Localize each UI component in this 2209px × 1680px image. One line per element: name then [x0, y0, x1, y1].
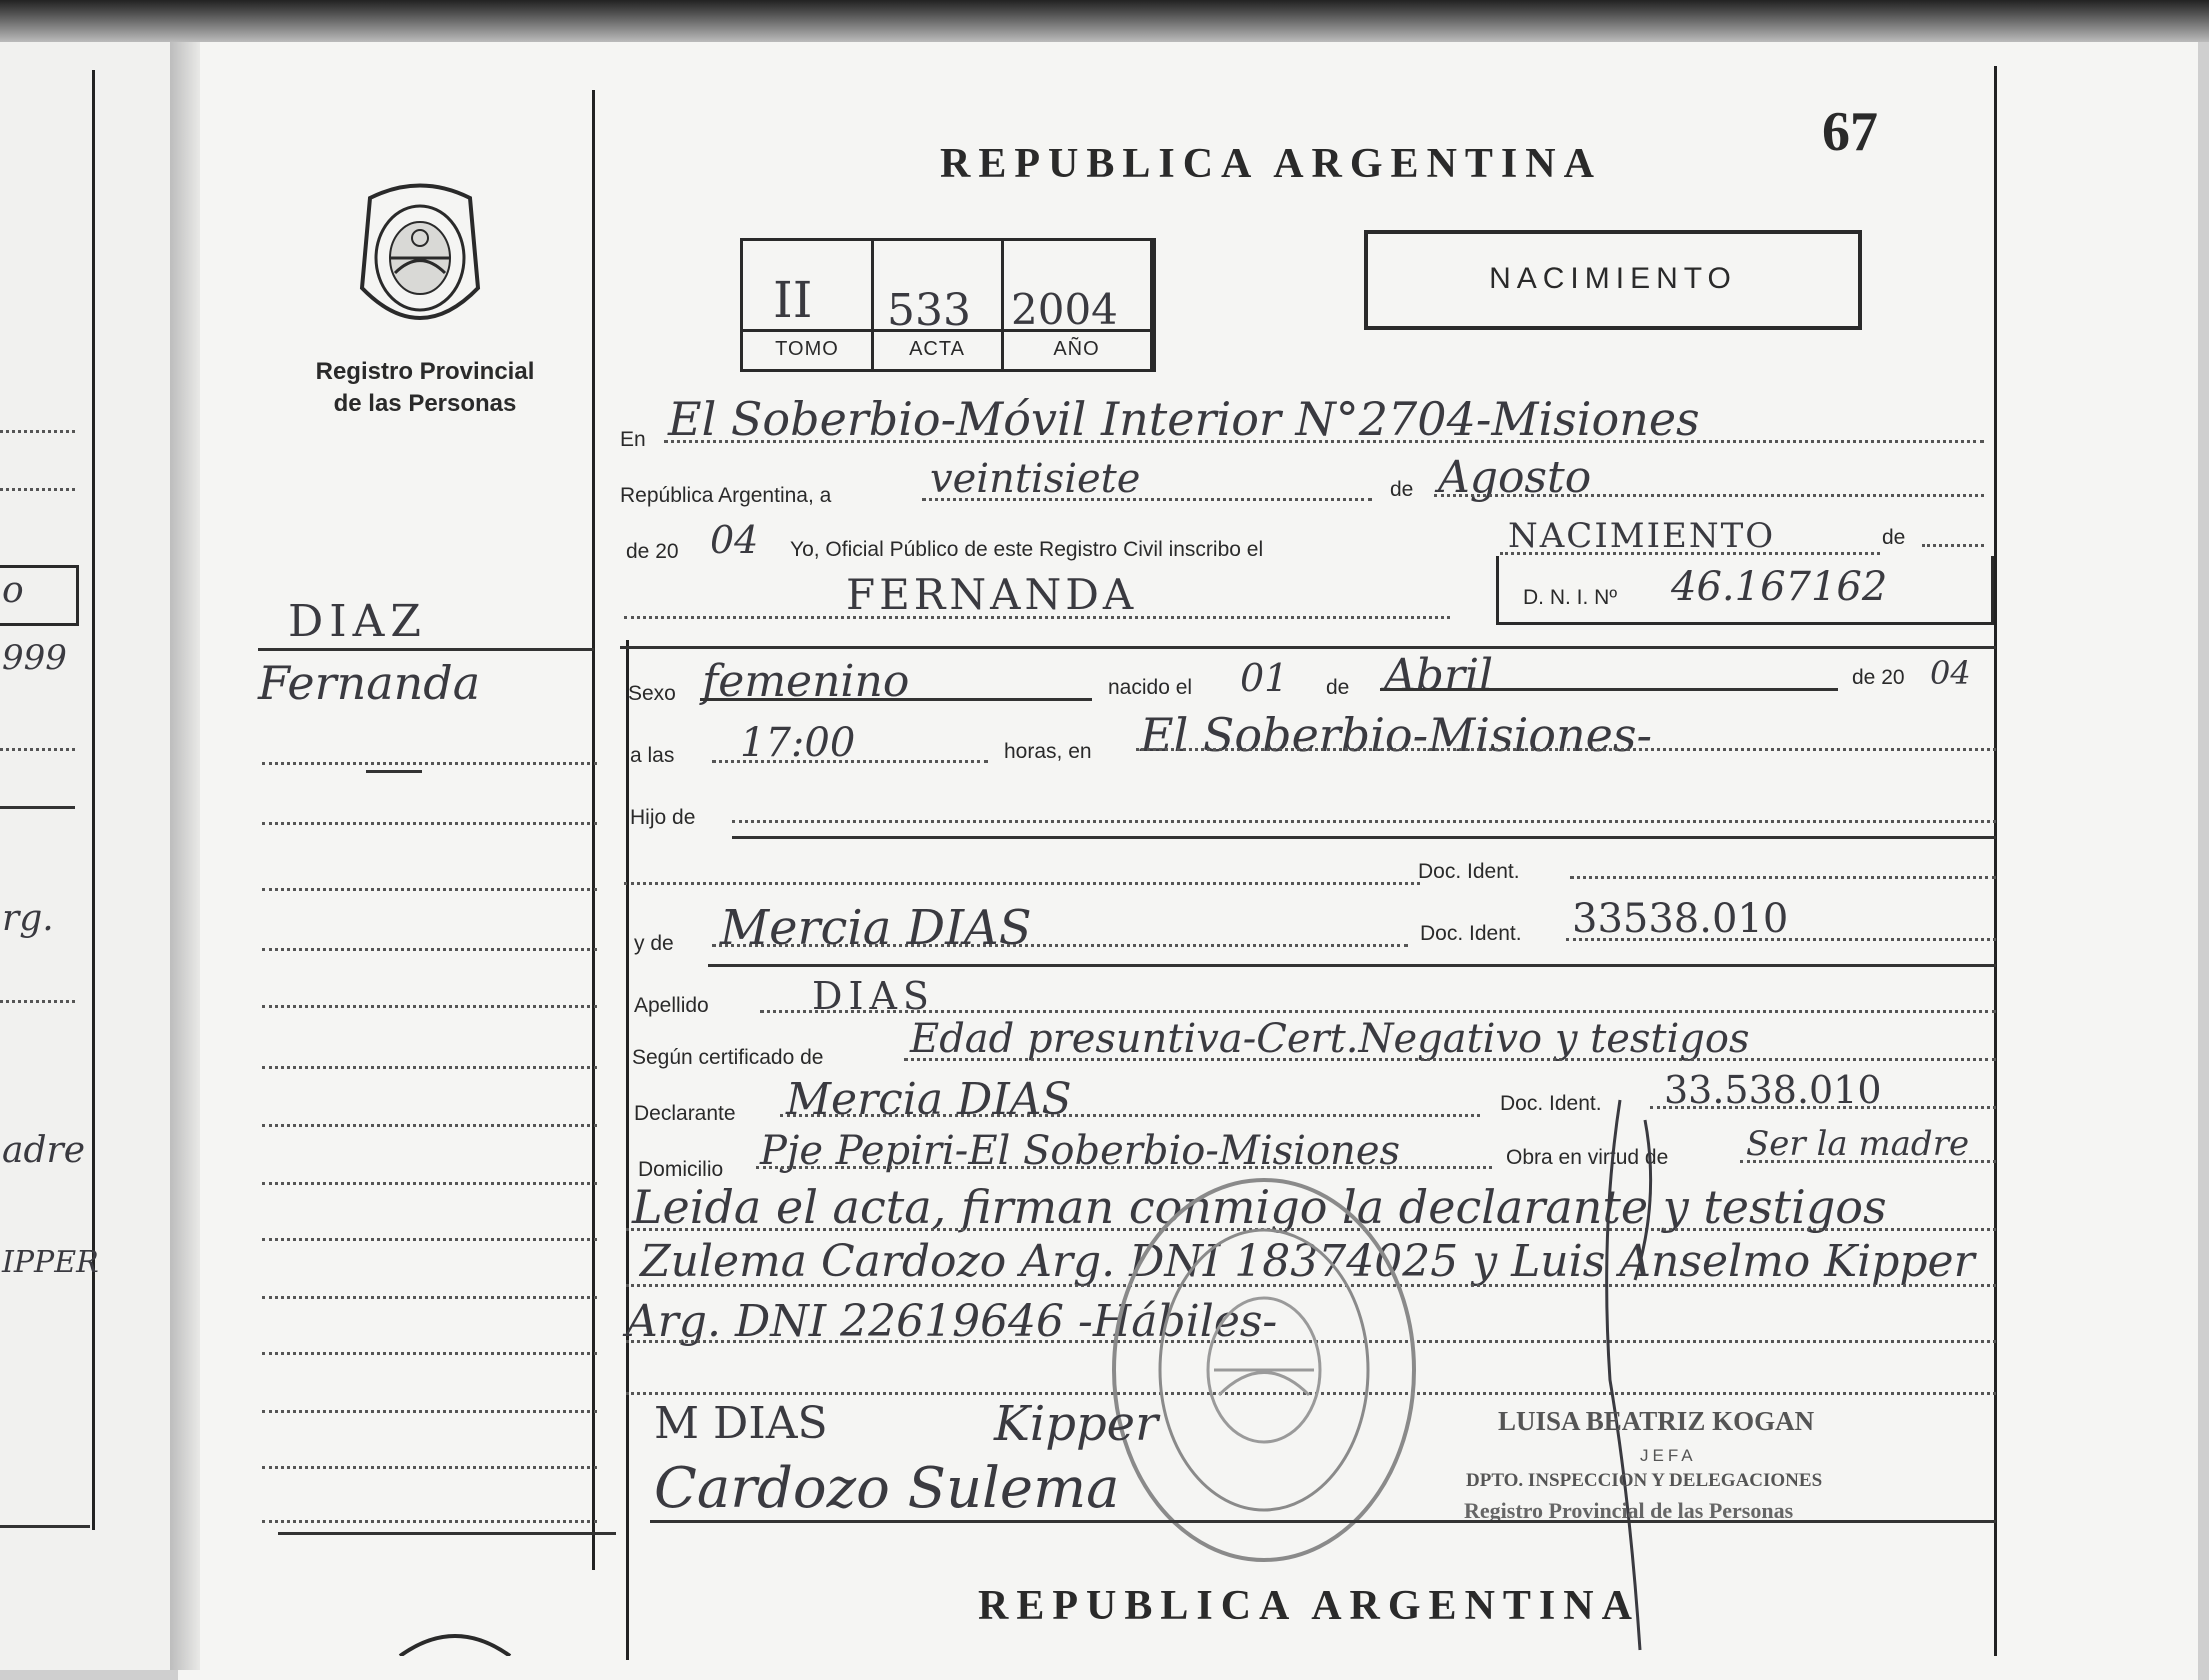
form-line [700, 698, 1092, 701]
provincial-seal-icon [350, 178, 490, 338]
year-prefix: de 20 [626, 540, 679, 563]
page-number: 67 [1822, 101, 1878, 163]
previous-page [0, 30, 178, 1670]
acta-cell [873, 241, 1004, 369]
tomo-value: II [773, 271, 813, 329]
form-line [922, 498, 1372, 501]
registry-name-line2: de las Personas [333, 390, 517, 417]
segun-label: Según certificado de [632, 1046, 824, 1069]
mother-doc: 33538.010 [1572, 896, 1789, 942]
form-line [664, 440, 1984, 443]
signature-stroke-icon [1590, 1080, 1670, 1660]
notes-line-2: Zulema Cardozo Arg. DNI 18374025 y Luis Anselmo Kipper [640, 1236, 1975, 1287]
dni-box [1496, 556, 1994, 625]
form-right-rule [1994, 66, 1997, 1656]
margin-line [262, 1352, 597, 1355]
a-las-label: a las [630, 744, 675, 767]
dni-value: 46.167162 [1671, 564, 1888, 610]
domicilio-value: Pje Pepiri-El Soberbio-Misiones [760, 1128, 1401, 1174]
form-line [732, 820, 1996, 823]
margin-line [262, 948, 597, 951]
prev-line [0, 1525, 90, 1528]
official-dept: DPTO. INSPECCION Y DELEGACIONES [1466, 1470, 1823, 1491]
official-registry: Registro Provincial de las Personas [1464, 1498, 1794, 1523]
anio-label: AÑO [1053, 338, 1100, 360]
birth-year-value: 04 [1930, 654, 1971, 692]
notes-line-3: Arg. DNI 22619646 -Hábiles- [626, 1296, 1278, 1347]
top-shadow [0, 0, 2209, 42]
de-label: de [1390, 478, 1414, 501]
declarante-doc: 33.538.010 [1664, 1068, 1882, 1112]
de-label-2: de [1882, 526, 1906, 549]
birth-month: Abril [1384, 650, 1494, 701]
en-label: En [620, 428, 646, 451]
margin-surname: DIAZ [288, 596, 428, 647]
doc-ident-label-3: Doc. Ident. [1500, 1092, 1602, 1115]
mother-name: Mercia DIAS [720, 900, 1032, 956]
prev-line [0, 430, 75, 433]
official-text: Yo, Oficial Público de este Registro Civil inscribo el [790, 538, 1264, 561]
record-box [740, 238, 1156, 372]
document-type: NACIMIENTO [1489, 262, 1737, 295]
horas-label: horas, en [1004, 740, 1092, 763]
domicilio-label: Domicilio [638, 1158, 724, 1181]
margin-line [262, 1005, 597, 1008]
prev-fragment: 999 [2, 638, 67, 678]
hijo-label: Hijo de [630, 806, 696, 829]
sexo-value: femenino [702, 656, 910, 707]
margin-column-rule [592, 90, 595, 1570]
acta-label: ACTA [909, 338, 965, 360]
doc-ident-label-2: Doc. Ident. [1420, 922, 1522, 945]
registry-name-line1: Registro Provincial [315, 358, 535, 385]
margin-line [262, 1410, 597, 1413]
child-name: FERNANDA [846, 570, 1138, 619]
doc-ident-label: Doc. Ident. [1418, 860, 1520, 883]
dni-label: D. N. I. Nº [1523, 586, 1618, 609]
declarante-label: Declarante [634, 1102, 736, 1125]
margin-line [262, 1124, 597, 1127]
form-line [1434, 494, 1984, 497]
book-gutter [170, 20, 200, 1670]
prev-line [0, 806, 75, 809]
form-line [1136, 748, 1996, 751]
form-line [780, 1114, 1480, 1117]
signature-3: Cardozo Sulema [654, 1456, 1120, 1521]
official-title: JEFA [1640, 1446, 1697, 1465]
birth-time: 17:00 [740, 720, 856, 766]
apellido-value: DIAS [812, 974, 935, 1018]
de-label-3: de [1326, 676, 1350, 699]
record-box-divider [743, 329, 1153, 332]
day-text: veintisiete [930, 456, 1141, 502]
form-line [904, 1058, 1996, 1061]
prev-line [0, 1000, 75, 1003]
form-bottom-line [650, 1520, 1996, 1523]
republica-label: República Argentina, a [620, 484, 832, 507]
birth-day: 01 [1240, 656, 1289, 700]
birth-year-prefix: de 20 [1852, 666, 1905, 689]
form-separator [620, 646, 1996, 649]
margin-line [262, 762, 597, 765]
anio-cell [1003, 241, 1153, 369]
bottom-seal-icon [390, 1626, 520, 1656]
margin-line [262, 1296, 597, 1299]
form-line [1922, 544, 1984, 547]
form-line [756, 1166, 1492, 1169]
prev-page-rule [92, 70, 95, 1530]
form-line [624, 616, 1450, 619]
document-type-box [1364, 230, 1862, 330]
margin-line [262, 1238, 597, 1241]
registry-name [300, 358, 550, 418]
margin-line [278, 1532, 616, 1535]
form-left-rule [626, 640, 629, 1660]
form-line [1650, 1106, 1996, 1109]
prev-fragment: rg. [2, 898, 54, 939]
declarante-value: Mercia DIAS [786, 1074, 1072, 1125]
official-stamp-icon [1104, 1170, 1424, 1570]
sexo-label: Sexo [628, 682, 676, 705]
margin-surname-line [258, 648, 594, 651]
bottom-title: REPUBLICA ARGENTINA [978, 1583, 1640, 1629]
margin-given-name: Fernanda [258, 656, 481, 710]
obra-value: Ser la madre [1746, 1124, 1970, 1164]
nacido-label: nacido el [1108, 676, 1193, 699]
apellido-label: Apellido [634, 994, 709, 1017]
y-de-label: y de [634, 932, 674, 955]
form-line [708, 964, 1996, 967]
event-value: NACIMIENTO [1508, 516, 1776, 556]
prev-fragment: o [2, 570, 24, 611]
form-line [712, 760, 988, 763]
margin-line [262, 1466, 597, 1469]
prev-line [0, 748, 75, 751]
tomo-label: TOMO [775, 338, 839, 360]
form-line [732, 836, 1996, 839]
signature-2: Kipper [994, 1396, 1159, 1452]
form-line [1380, 688, 1838, 691]
country-title: REPUBLICA ARGENTINA [940, 141, 1602, 187]
form-line [712, 944, 1408, 947]
form-line [1740, 1160, 1996, 1163]
form-line [1570, 876, 1996, 879]
form-line [624, 882, 1420, 885]
notes-line-1: Leida el acta, firman conmigo la declarante y testigos [632, 1180, 1887, 1234]
margin-line [262, 1066, 597, 1069]
place-value: El Soberbio-Móvil Interior N°2704-Misiones [668, 392, 1700, 446]
anio-value: 2004 [1011, 285, 1118, 334]
margin-line [262, 1182, 597, 1185]
prev-fragment: adre [2, 1130, 86, 1171]
certificate-value: Edad presuntiva-Cert.Negativo y testigos [910, 1016, 1750, 1062]
month-text: Agosto [1438, 452, 1592, 503]
margin-line [366, 770, 422, 773]
prev-fragment: IPPER [2, 1245, 99, 1280]
form-line [1566, 938, 1996, 941]
prev-line [0, 488, 75, 491]
margin-line [262, 1520, 597, 1523]
year-value: 04 [710, 518, 759, 562]
margin-line [262, 888, 597, 891]
margin-line [262, 822, 597, 825]
tomo-cell [743, 241, 874, 369]
form-line [760, 1010, 1996, 1013]
official-name: LUISA BEATRIZ KOGAN [1498, 1406, 1815, 1436]
birth-place: El Soberbio-Misiones- [1140, 708, 1652, 762]
signature-1: M DIAS [654, 1398, 828, 1449]
obra-label: Obra en virtud de [1506, 1146, 1669, 1169]
form-line [1500, 552, 1880, 555]
acta-value: 533 [887, 285, 971, 336]
